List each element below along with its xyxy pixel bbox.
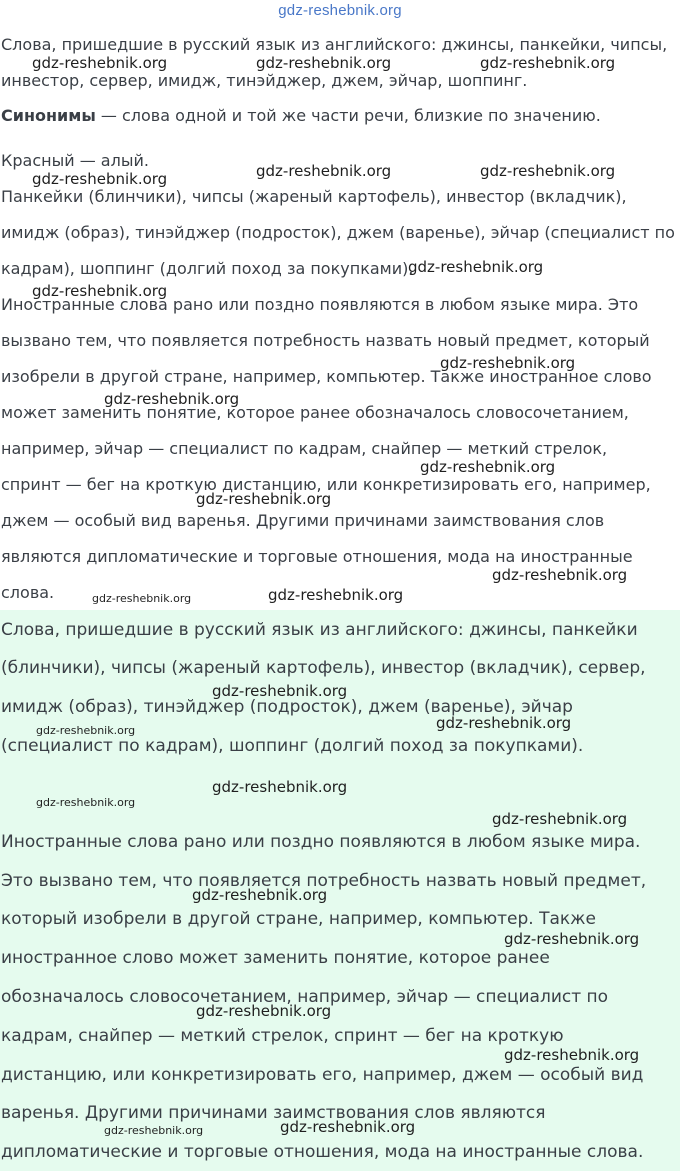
watermark: gdz-reshebnik.org bbox=[440, 354, 576, 372]
watermark: gdz-reshebnik.org bbox=[436, 714, 572, 732]
text-line: (блинчики), чипсы (жареный картофель), инвестор (вкладчик), сервер, bbox=[1, 658, 646, 678]
watermark: gdz-reshebnik.org bbox=[104, 390, 240, 408]
text-line: Иностранные слова рано или поздно появляются в любом языке мира. Это bbox=[1, 295, 639, 314]
text-line: имидж (образ), тинэйджер (подросток), джем (варенье), эйчар bbox=[1, 697, 573, 717]
site-header-link[interactable]: gdz-reshebnik.org bbox=[278, 2, 402, 19]
text-line: который изобрели в другой стране, например, компьютер. Также bbox=[1, 909, 596, 929]
watermark: gdz-reshebnik.org bbox=[480, 54, 616, 72]
text-line: джем — особый вид варенья. Другими причинами заимствования слов bbox=[1, 511, 605, 530]
text-line: (специалист по кадрам), шоппинг (долгий поход за покупками). bbox=[1, 736, 584, 756]
text-line: вызвано тем, что появляется потребность назвать новый предмет, который bbox=[1, 331, 650, 350]
watermark: gdz-reshebnik.org bbox=[196, 490, 332, 508]
text-line: Слова, пришедшие в русский язык из английского: джинсы, панкейки, чипсы, bbox=[1, 35, 668, 54]
text-line: Иностранные слова рано или поздно появляются в любом языке мира. bbox=[1, 832, 641, 852]
text-line: Слова, пришедшие в русский язык из английского: джинсы, панкейки bbox=[1, 620, 638, 640]
watermark: gdz-reshebnik.org bbox=[492, 566, 628, 584]
text-line: обозначалось словосочетанием, например, эйчар — специалист по bbox=[1, 987, 609, 1007]
text-line: являются дипломатические и торговые отношения, мода на иностранные bbox=[1, 547, 633, 566]
text-line: дипломатические и торговые отношения, мода на иностранные слова. bbox=[1, 1142, 644, 1162]
text-line: дистанцию, или конкретизировать его, например, джем — особый вид bbox=[1, 1065, 644, 1085]
watermark: gdz-reshebnik.org bbox=[32, 54, 168, 72]
synonyms-term: Синонимы bbox=[1, 106, 96, 125]
watermark: gdz-reshebnik.org bbox=[420, 458, 556, 476]
watermark: gdz-reshebnik.org bbox=[92, 592, 192, 605]
watermark: gdz-reshebnik.org bbox=[480, 162, 616, 180]
text-line: спринт — бег на кроткую дистанцию, или конкретизировать его, например, bbox=[1, 475, 651, 494]
text-line: варенья. Другими причинами заимствования слов являются bbox=[1, 1103, 546, 1123]
text-line: имидж (образ), тинэйджер (подросток), джем (варенье), эйчар (специалист по bbox=[1, 223, 675, 242]
text-line: Панкейки (блинчики), чипсы (жареный картофель), инвестор (вкладчик), bbox=[1, 187, 627, 206]
text-line: Это вызвано тем, что появляется потребность назвать новый предмет, bbox=[1, 871, 647, 891]
text-line: кадрам), шоппинг (долгий поход за покупками). bbox=[1, 259, 414, 278]
text-line: например, эйчар — специалист по кадрам, снайпер — меткий стрелок, bbox=[1, 439, 608, 458]
watermark: gdz-reshebnik.org bbox=[196, 1002, 332, 1020]
text-line: кадрам, снайпер — меткий стрелок, спринт — бег на кроткую bbox=[1, 1026, 564, 1046]
synonyms-definition bbox=[1, 106, 601, 126]
watermark: gdz-reshebnik.org bbox=[504, 930, 640, 948]
watermark: gdz-reshebnik.org bbox=[212, 682, 348, 700]
watermark: gdz-reshebnik.org bbox=[36, 796, 136, 809]
text-line: изобрели в другой стране, например, компьютер. Также иностранное слово bbox=[1, 367, 652, 386]
text-line: слова. bbox=[1, 583, 55, 602]
synonyms-def: — слова одной и той же части речи, близкие по значению. bbox=[95, 106, 601, 125]
watermark: gdz-reshebnik.org bbox=[256, 162, 392, 180]
watermark: gdz-reshebnik.org bbox=[256, 54, 392, 72]
watermark: gdz-reshebnik.org bbox=[32, 282, 168, 300]
example-pair: Красный — алый. bbox=[1, 151, 149, 170]
watermark: gdz-reshebnik.org bbox=[192, 886, 328, 904]
text-line: инвестор, сервер, имидж, тинэйджер, джем, эйчар, шоппинг. bbox=[1, 71, 528, 90]
text-line: может заменить понятие, которое ранее обозначалось словосочетанием, bbox=[1, 403, 629, 422]
watermark: gdz-reshebnik.org bbox=[36, 724, 136, 737]
watermark: gdz-reshebnik.org bbox=[104, 1124, 204, 1137]
watermark: gdz-reshebnik.org bbox=[504, 1046, 640, 1064]
watermark: gdz-reshebnik.org bbox=[492, 810, 628, 828]
text-line: иностранное слово может заменить понятие, которое ранее bbox=[1, 948, 550, 968]
watermark: gdz-reshebnik.org bbox=[268, 586, 404, 604]
watermark: gdz-reshebnik.org bbox=[408, 258, 544, 276]
watermark: gdz-reshebnik.org bbox=[32, 170, 168, 188]
watermark: gdz-reshebnik.org bbox=[212, 778, 348, 796]
watermark: gdz-reshebnik.org bbox=[280, 1118, 416, 1136]
